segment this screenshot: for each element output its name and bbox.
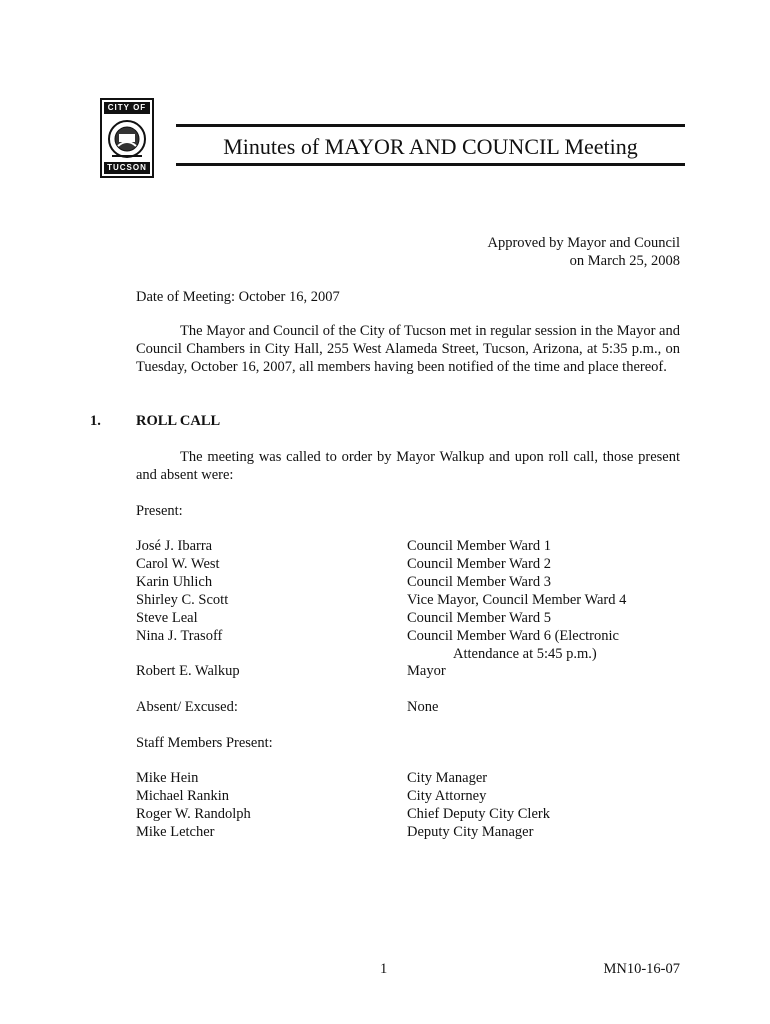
member-role: Vice Mayor, Council Member Ward 4 xyxy=(407,592,627,608)
member-name: José J. Ibarra xyxy=(136,538,213,554)
member-name: Karin Uhlich xyxy=(136,574,213,590)
staff-name: Mike Letcher xyxy=(136,824,215,840)
list-item xyxy=(0,769,770,787)
roll-call-paragraph: The meeting was called to order by Mayor Walkup and upon roll call, those present and absent were: xyxy=(136,449,680,483)
list-item xyxy=(0,573,770,591)
document-id: MN10-16-07 xyxy=(603,961,680,977)
staff-label: Staff Members Present: xyxy=(136,735,273,751)
member-role: Council Member Ward 6 (Electronic xyxy=(407,628,619,644)
list-item xyxy=(0,609,770,627)
approval-line-2: on March 25, 2008 xyxy=(569,253,680,269)
staff-name: Michael Rankin xyxy=(136,788,230,804)
list-item xyxy=(0,662,770,680)
absent-row xyxy=(0,698,770,716)
section-number: 1. xyxy=(90,413,101,429)
staff-role: City Manager xyxy=(407,770,488,786)
list-item xyxy=(0,555,770,573)
list-item xyxy=(0,805,770,823)
absent-label: Absent/ Excused: xyxy=(136,699,238,715)
list-item xyxy=(0,645,770,663)
absent-value: None xyxy=(407,699,439,715)
section-title: ROLL CALL xyxy=(136,413,221,429)
logo-bottom-text: TUCSON xyxy=(104,162,150,174)
member-name: Robert E. Walkup xyxy=(136,663,240,679)
staff-name: Mike Hein xyxy=(136,770,199,786)
staff-role: City Attorney xyxy=(407,788,487,804)
staff-role: Deputy City Manager xyxy=(407,824,534,840)
staff-role: Chief Deputy City Clerk xyxy=(407,806,550,822)
city-seal-logo xyxy=(100,98,154,178)
member-role: Mayor xyxy=(407,663,446,679)
list-item xyxy=(0,823,770,841)
page-title: Minutes of MAYOR AND COUNCIL Meeting xyxy=(223,134,638,159)
staff-name: Roger W. Randolph xyxy=(136,806,251,822)
member-name: Shirley C. Scott xyxy=(136,592,229,608)
approval-note xyxy=(488,234,681,270)
member-name: Nina J. Trasoff xyxy=(136,628,223,644)
list-item xyxy=(0,787,770,805)
page-number: 1 xyxy=(380,961,388,977)
seal-emblem-icon xyxy=(106,116,148,162)
intro-paragraph: The Mayor and Council of the City of Tucson met in regular session in the Mayor and Council Chambers in City Hall, 255 West Alameda Street, Tucson, Arizona, at 5:35 p.m., on Tuesday, October 16, 2007, all members having been notified of the time and place thereof. xyxy=(136,323,680,375)
member-role: Council Member Ward 5 xyxy=(407,610,551,626)
member-name: Carol W. West xyxy=(136,556,220,572)
list-item xyxy=(0,591,770,609)
member-role: Council Member Ward 3 xyxy=(407,574,551,590)
logo-top-text: CITY OF xyxy=(104,102,150,114)
member-role: Council Member Ward 1 xyxy=(407,538,551,554)
list-item xyxy=(0,537,770,555)
list-item xyxy=(0,627,770,645)
title-rule-bottom xyxy=(176,163,685,166)
title-rule-top xyxy=(176,124,685,127)
present-label: Present: xyxy=(136,503,183,519)
meeting-date: Date of Meeting: October 16, 2007 xyxy=(136,289,340,305)
member-name: Steve Leal xyxy=(136,610,198,626)
approval-line-1: Approved by Mayor and Council xyxy=(487,235,680,251)
member-role: Council Member Ward 2 xyxy=(407,556,551,572)
member-role-continued: Attendance at 5:45 p.m.) xyxy=(453,646,597,662)
